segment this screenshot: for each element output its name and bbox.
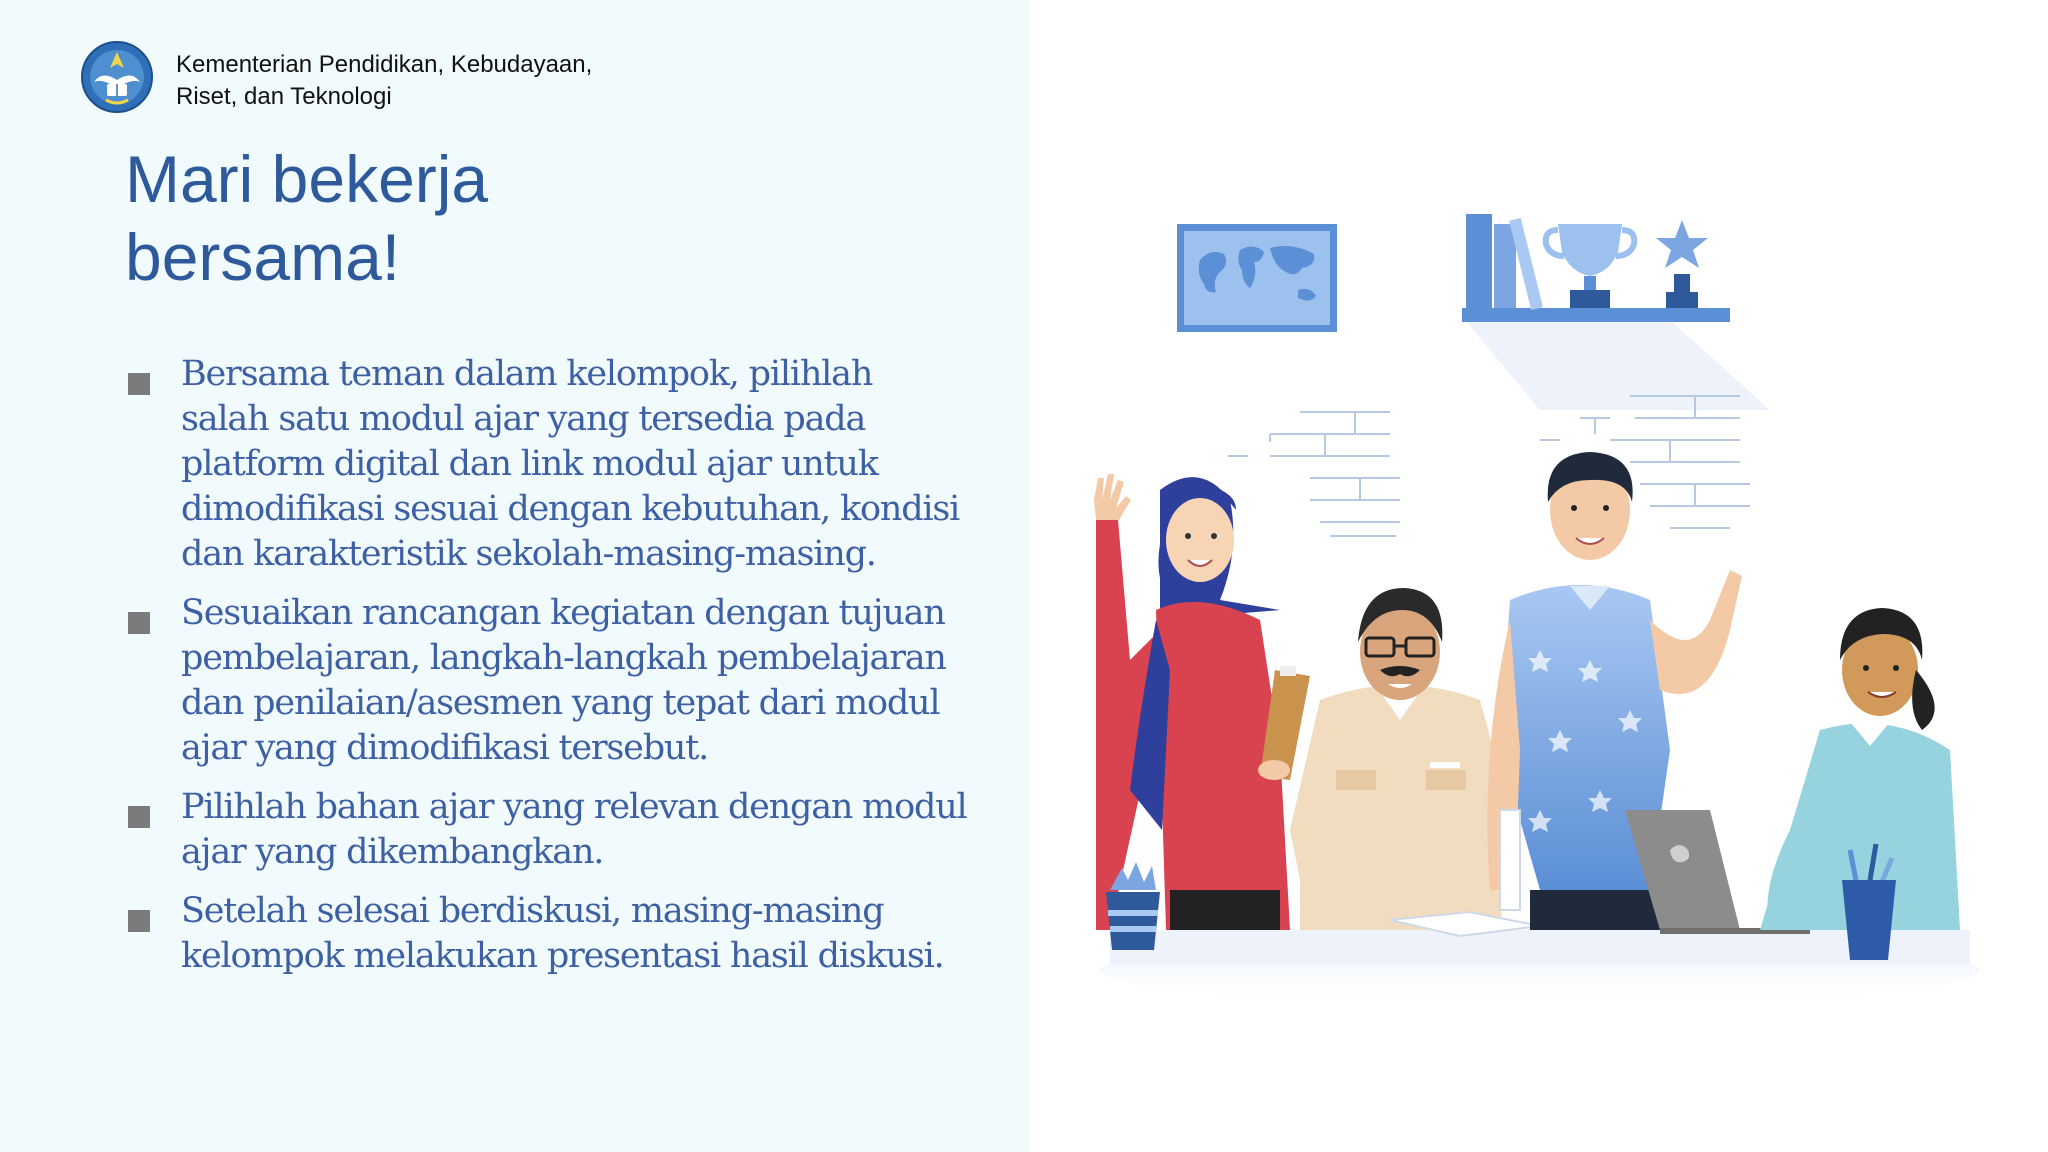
text-line: Pilihlah bahan ajar yang relevan dengan modul — [181, 787, 967, 827]
page-title — [125, 140, 488, 296]
text-line: kelompok melakukan presentasi hasil diskusi. — [181, 936, 944, 976]
text-line: salah satu modul ajar yang tersedia pada — [181, 399, 866, 439]
page-title-line-2: bersama! — [125, 220, 401, 294]
text-line: Bersama teman dalam kelompok, pilihlah — [181, 354, 873, 394]
org-name-line-1: Kementerian Pendidikan, Kebudayaan, — [176, 51, 593, 78]
text-line: ajar yang dikembangkan. — [181, 832, 604, 872]
list-item — [125, 591, 1005, 771]
square-bullet-icon — [128, 806, 150, 828]
text-line: Setelah selesai berdiskusi, masing-masing — [181, 891, 884, 931]
list-item-text — [181, 352, 1005, 577]
list-item — [125, 889, 1005, 979]
instruction-list — [125, 352, 1005, 993]
page-title-line-1: Mari bekerja — [125, 142, 489, 216]
list-item — [125, 785, 1005, 875]
team-collaboration-illustration — [1070, 190, 2010, 1030]
text-line: dan penilaian/asesmen yang tepat dari modul — [181, 683, 940, 723]
list-item-text — [181, 785, 1005, 875]
text-line: Sesuaikan rancangan kegiatan dengan tujuan — [181, 593, 945, 633]
brick-wall-decoration-left — [1228, 412, 1400, 536]
org-name-line-2: Riset, dan Teknologi — [176, 83, 392, 110]
text-line: dan karakteristik sekolah-masing-masing. — [181, 534, 876, 574]
world-map-frame-icon — [1177, 224, 1337, 332]
text-line: dimodifikasi sesuai dengan kebutuhan, kondisi — [181, 489, 960, 529]
org-name — [176, 49, 592, 113]
square-bullet-icon — [128, 612, 150, 634]
square-bullet-icon — [128, 910, 150, 932]
list-item-text — [181, 889, 1005, 979]
text-line: ajar yang dimodifikasi tersebut. — [181, 728, 709, 768]
text-line: platform digital dan link modul ajar untuk — [181, 444, 878, 484]
square-bullet-icon — [128, 373, 150, 395]
text-line: pembelajaran, langkah-langkah pembelajaran — [181, 638, 946, 678]
woman-in-hijab-figure — [1094, 474, 1310, 930]
list-item — [125, 352, 1005, 577]
trophy-shelf-icon — [1462, 214, 1770, 410]
tut-wuri-handayani-logo-icon — [80, 40, 154, 114]
list-item-text — [181, 591, 1005, 771]
